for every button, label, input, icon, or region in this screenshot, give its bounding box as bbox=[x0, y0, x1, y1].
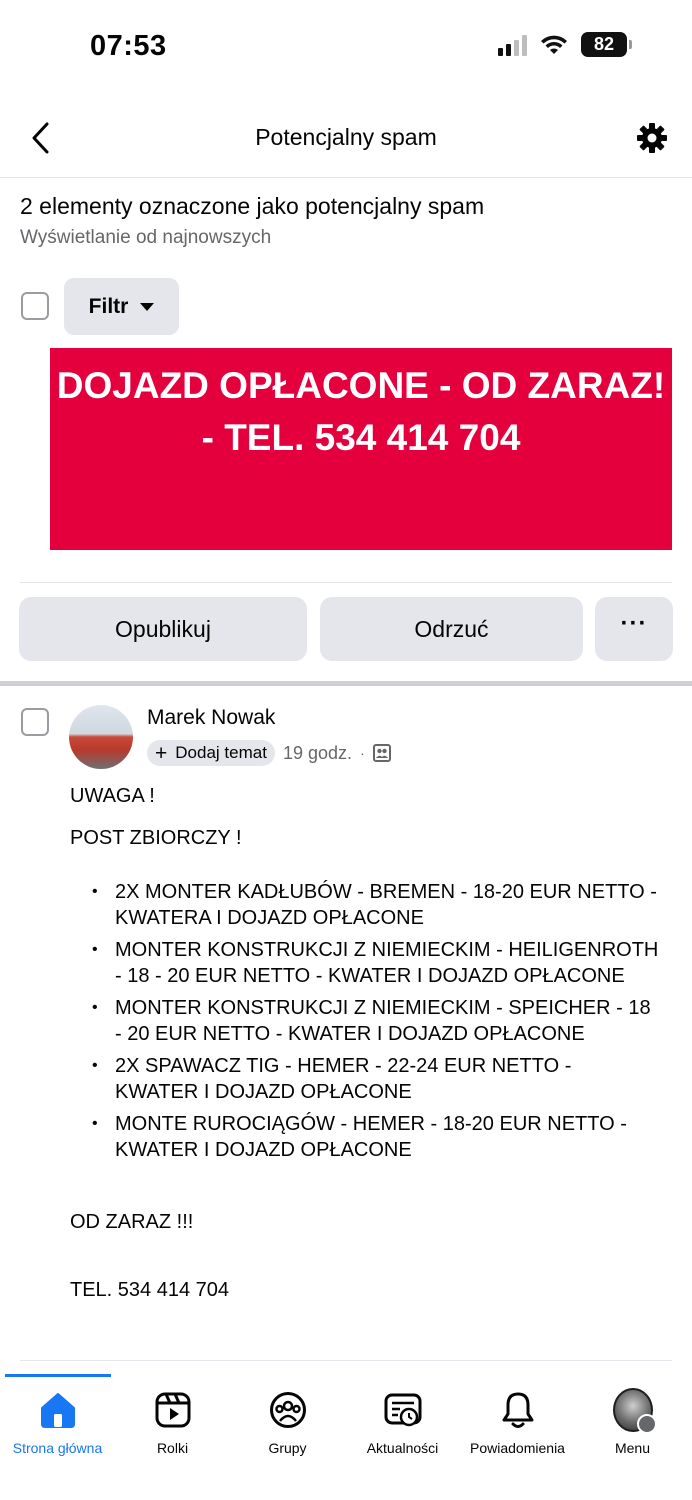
spam-count-title: 2 elementy oznaczone jako potencjalny spam bbox=[20, 193, 485, 219]
post-body bbox=[70, 783, 660, 1319]
profile-avatar bbox=[613, 1388, 653, 1432]
add-topic-label: Dodaj temat bbox=[175, 743, 267, 762]
publish-button[interactable]: Opublikuj bbox=[19, 597, 307, 661]
wifi-icon bbox=[539, 34, 569, 56]
tab-home[interactable] bbox=[0, 1390, 115, 1456]
page-title: Potencjalny spam bbox=[255, 124, 437, 150]
home-icon bbox=[39, 1391, 77, 1429]
meta-separator: · bbox=[360, 745, 365, 761]
post-timestamp[interactable]: 19 godz. bbox=[282, 742, 352, 763]
tab-menu[interactable] bbox=[575, 1390, 690, 1456]
job-list bbox=[70, 879, 660, 1163]
author-avatar[interactable] bbox=[69, 705, 133, 769]
add-topic-button[interactable] bbox=[147, 740, 275, 766]
post-text-line: UWAGA ! bbox=[70, 785, 155, 807]
list-item: • MONTE RUROCIĄGÓW - HEMER - 18-20 EUR NETTO - KWATER I DOJAZD OPŁACONE bbox=[70, 1111, 660, 1163]
battery-level: 82 bbox=[581, 32, 627, 57]
select-all-checkbox[interactable] bbox=[21, 292, 49, 320]
bell-icon bbox=[501, 1391, 535, 1429]
post-image-banner[interactable]: DOJAZD OPŁACONE - OD ZARAZ! - TEL. 534 414 704 bbox=[50, 348, 672, 550]
status-indicators bbox=[498, 32, 632, 57]
tab-notifications[interactable] bbox=[460, 1390, 575, 1456]
tab-feeds[interactable] bbox=[345, 1390, 460, 1456]
plus-icon: + bbox=[155, 741, 168, 765]
reject-button[interactable]: Odrzuć bbox=[320, 597, 583, 661]
list-item: • MONTER KONSTRUKCJI Z NIEMIECKIM - SPEICHER - 18 - 20 EUR NETTO - KWATER I DOJAZD OPŁACONE bbox=[70, 995, 660, 1047]
list-item: • 2X MONTER KADŁUBÓW - BREMEN - 18-20 EUR NETTO - KWATERA I DOJAZD OPŁACONE bbox=[70, 879, 660, 931]
menu-badge-icon bbox=[637, 1414, 657, 1434]
status-bar bbox=[0, 0, 692, 95]
divider bbox=[20, 1360, 672, 1361]
tab-menu-label: Menu bbox=[614, 1440, 651, 1456]
list-item: • 2X SPAWACZ TIG - HEMER - 22-24 EUR NETTO - KWATER I DOJAZD OPŁACONE bbox=[70, 1053, 660, 1105]
tab-reels[interactable] bbox=[115, 1390, 230, 1456]
page-header bbox=[0, 100, 692, 178]
feeds-icon bbox=[384, 1391, 422, 1429]
tab-feeds-label: Aktualności bbox=[366, 1440, 439, 1456]
cellular-signal-icon bbox=[498, 34, 527, 56]
post-text-line: OD ZARAZ !!! bbox=[70, 1211, 194, 1233]
gear-icon bbox=[636, 122, 668, 154]
author-name[interactable]: Marek Nowak bbox=[147, 706, 276, 729]
tab-notifications-label: Powiadomienia bbox=[470, 1440, 565, 1456]
caret-down-icon bbox=[140, 303, 154, 311]
battery-icon bbox=[581, 32, 632, 57]
tab-groups-label: Grupy bbox=[268, 1440, 307, 1456]
post-select-checkbox[interactable] bbox=[21, 708, 49, 736]
reels-icon bbox=[155, 1392, 191, 1428]
tab-home-label: Strona główna bbox=[12, 1440, 103, 1456]
sort-order-label: Wyświetlanie od najnowszych bbox=[20, 227, 272, 248]
filter-button[interactable] bbox=[64, 278, 179, 335]
tab-groups[interactable] bbox=[230, 1390, 345, 1456]
post-meta bbox=[147, 740, 391, 766]
settings-button[interactable] bbox=[634, 120, 670, 156]
active-tab-indicator bbox=[5, 1374, 111, 1377]
groups-icon bbox=[269, 1391, 307, 1429]
group-members-icon bbox=[373, 744, 391, 762]
list-item: • MONTER KONSTRUKCJI Z NIEMIECKIM - HEILIGENROTH - 18 - 20 EUR NETTO - KWATER I DOJAZD OPŁACONE bbox=[70, 937, 660, 989]
post-text-line: POST ZBIORCZY ! bbox=[70, 827, 242, 849]
post-phone: TEL. 534 414 704 bbox=[70, 1279, 230, 1301]
divider bbox=[20, 582, 672, 583]
item-separator bbox=[0, 681, 692, 686]
bottom-navigation bbox=[0, 1374, 692, 1500]
status-time: 07:53 bbox=[90, 30, 167, 62]
tab-reels-label: Rolki bbox=[156, 1440, 189, 1456]
filter-label: Filtr bbox=[88, 294, 129, 318]
more-options-button[interactable]: ··· bbox=[595, 597, 673, 661]
